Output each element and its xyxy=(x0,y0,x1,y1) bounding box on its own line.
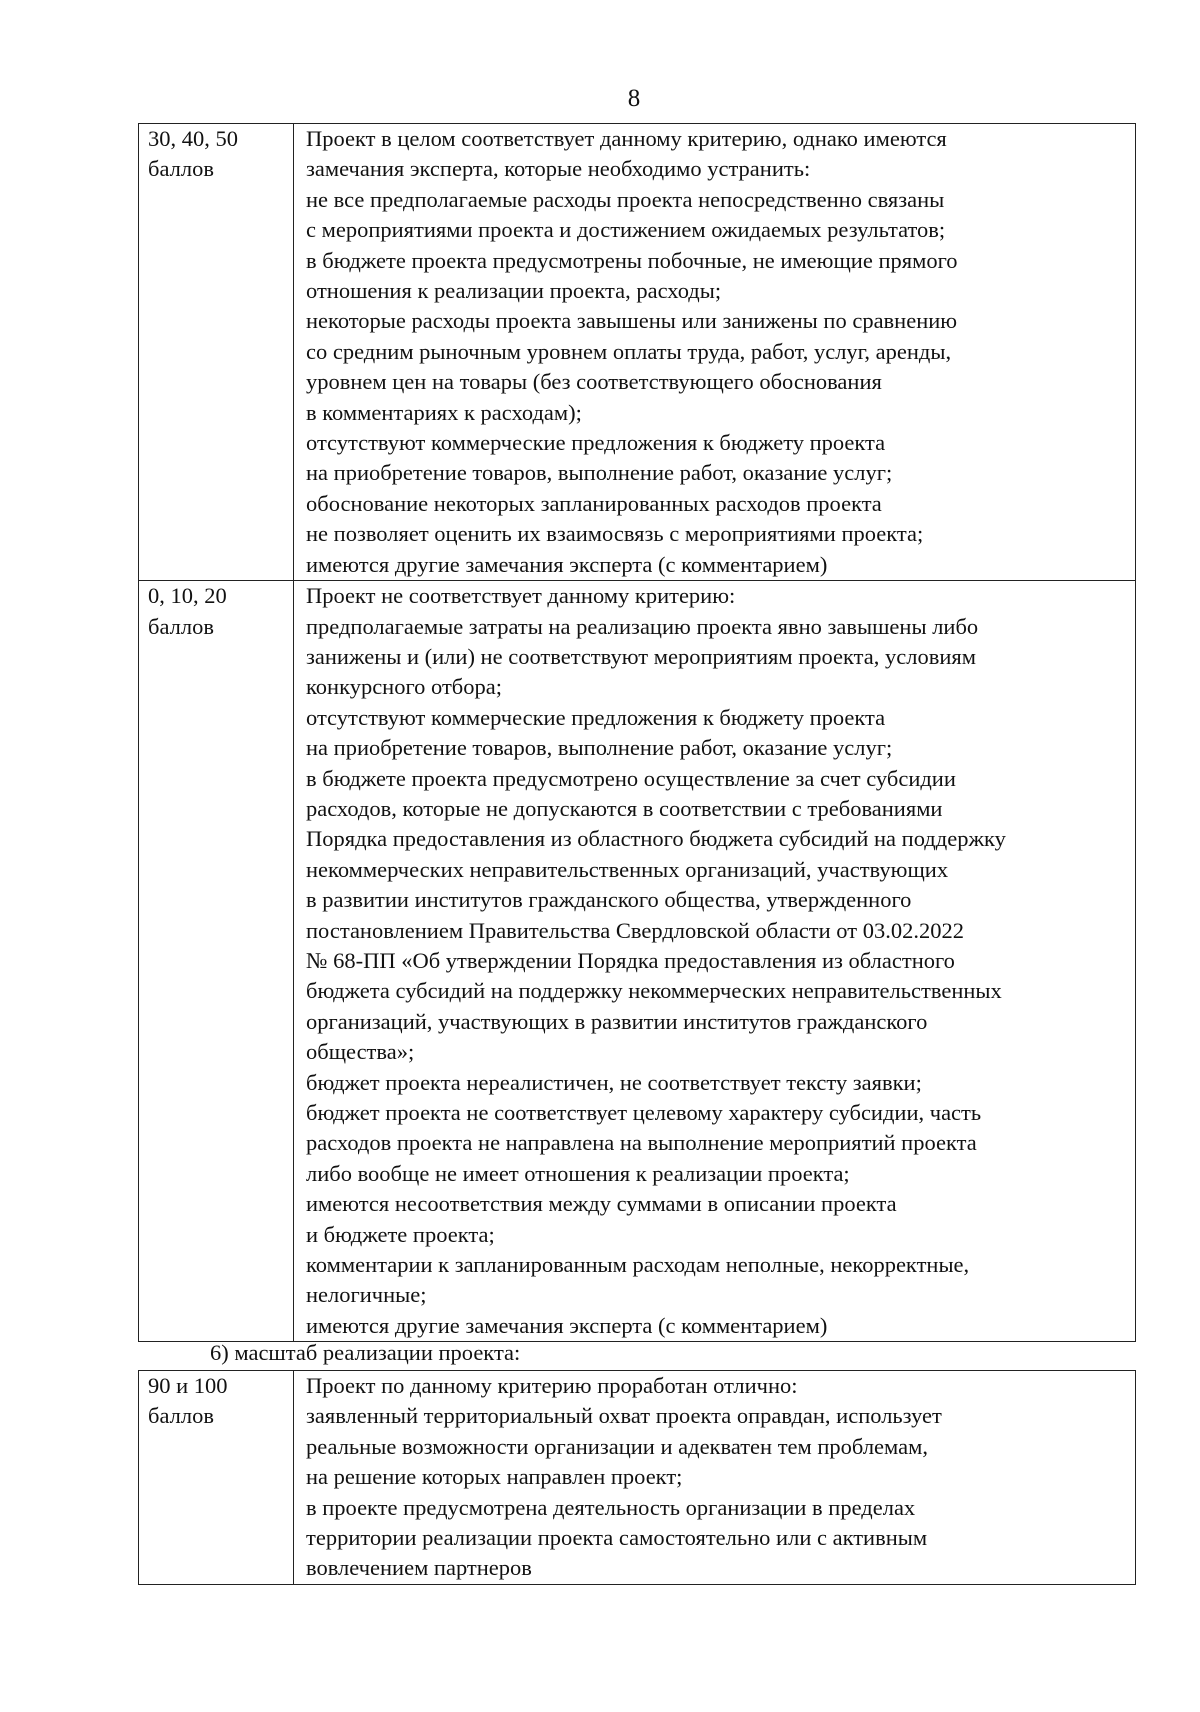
description-line: либо вообще не имеет отношения к реализации проекта; xyxy=(306,1160,850,1186)
page-number: 8 xyxy=(627,85,641,112)
description-line: занижены и (или) не соответствуют мероприятиям проекта, условиям xyxy=(306,643,976,669)
criteria-table-budget xyxy=(138,123,1136,1342)
description-line: общества»; xyxy=(306,1039,415,1065)
description-line: бюджет проекта нереалистичен, не соответствует тексту заявки; xyxy=(306,1069,922,1095)
description-line: в бюджете проекта предусмотрены побочные, не имеющие прямого xyxy=(306,247,958,273)
score-label: 90 и 100 xyxy=(148,1373,228,1398)
section-heading: 6) масштаб реализации проекта: xyxy=(210,1340,521,1365)
description-line: в проекте предусмотрена деятельность организации в пределах xyxy=(306,1494,916,1520)
score-label: баллов xyxy=(148,613,214,639)
description-line: Порядка предоставления из областного бюджета субсидий на поддержку xyxy=(306,826,1006,852)
description-line: не все предполагаемые расходы проекта непосредственно связаны xyxy=(306,186,945,212)
description-line: № 68-ПП «Об утверждении Порядка предоставления из областного xyxy=(306,947,955,973)
table-row xyxy=(139,1371,1136,1585)
score-cell xyxy=(139,581,294,1342)
description-line: заявленный территориальный охват проекта оправдан, использует xyxy=(306,1403,942,1429)
description-line: организаций, участвующих в развитии институтов гражданского xyxy=(306,1008,928,1034)
description-line: расходов проекта не направлена на выполнение мероприятий проекта xyxy=(306,1130,977,1156)
table-row xyxy=(139,581,1136,1342)
table-row xyxy=(139,124,1136,581)
description-line: расходов, которые не допускаются в соответствии с требованиями xyxy=(306,795,943,821)
description-line: бюджет проекта не соответствует целевому характеру субсидии, часть xyxy=(306,1100,982,1125)
description-line: в развитии институтов гражданского общества, утвержденного xyxy=(306,887,912,913)
description-line: некоммерческих неправительственных организаций, участвующих xyxy=(306,856,949,882)
score-cell xyxy=(139,124,294,581)
description-line: предполагаемые затраты на реализацию проекта явно завышены либо xyxy=(306,613,979,639)
criteria-table-scale xyxy=(138,1370,1136,1585)
description-cell xyxy=(294,581,1136,1342)
description-line: реальные возможности организации и адекватен тем проблемам, xyxy=(306,1433,928,1459)
description-line: нелогичные; xyxy=(306,1282,427,1308)
description-line: на приобретение товаров, выполнение работ, оказание услуг; xyxy=(306,735,893,761)
description-line: отсутствуют коммерческие предложения к бюджету проекта xyxy=(306,430,886,456)
description-line: в комментариях к расходам); xyxy=(306,399,582,425)
description-line: отношения к реализации проекта, расходы; xyxy=(306,278,722,304)
description-line: замечания эксперта, которые необходимо устранить: xyxy=(306,156,811,182)
description-line: имеются другие замечания эксперта (с комментарием) xyxy=(306,551,828,577)
description-line: некоторые расходы проекта завышены или занижены по сравнению xyxy=(306,308,958,334)
description-line: имеются другие замечания эксперта (с комментарием) xyxy=(306,1312,828,1338)
description-line: со средним рыночным уровнем оплаты труда, работ, услуг, аренды, xyxy=(306,338,952,364)
description-line: территории реализации проекта самостоятельно или с активным xyxy=(306,1525,928,1551)
description-line: комментарии к запланированным расходам неполные, некорректные, xyxy=(306,1252,970,1278)
score-label: баллов xyxy=(148,156,214,182)
description-cell xyxy=(294,124,1136,581)
description-line: отсутствуют коммерческие предложения к бюджету проекта xyxy=(306,704,886,730)
description-line: Проект не соответствует данному критерию: xyxy=(306,583,736,609)
description-line: на решение которых направлен проект; xyxy=(306,1464,683,1490)
description-line: не позволяет оценить их взаимосвязь с мероприятиями проекта; xyxy=(306,521,924,547)
description-line: вовлечением партнеров xyxy=(306,1555,532,1581)
description-line: имеются несоответствия между суммами в описании проекта xyxy=(306,1191,897,1217)
description-line: уровнем цен на товары (без соответствующего обоснования xyxy=(306,369,882,395)
description-line: на приобретение товаров, выполнение работ, оказание услуг; xyxy=(306,460,893,486)
description-line: и бюджете проекта; xyxy=(306,1221,495,1247)
description-line: в бюджете проекта предусмотрено осуществление за счет субсидии xyxy=(306,765,956,791)
score-label: 0, 10, 20 xyxy=(148,583,227,609)
description-cell xyxy=(294,1371,1136,1585)
description-line: Проект в целом соответствует данному критерию, однако имеются xyxy=(306,126,947,151)
score-label: баллов xyxy=(148,1403,214,1429)
score-label: 30, 40, 50 xyxy=(148,126,238,151)
description-line: Проект по данному критерию проработан отлично: xyxy=(306,1373,798,1398)
score-cell xyxy=(139,1371,294,1585)
description-line: с мероприятиями проекта и достижением ожидаемых результатов; xyxy=(306,217,946,243)
description-line: постановлением Правительства Свердловской области от 03.02.2022 xyxy=(306,917,964,943)
description-line: конкурсного отбора; xyxy=(306,674,502,700)
description-line: обоснование некоторых запланированных расходов проекта xyxy=(306,490,882,516)
description-line: бюджета субсидий на поддержку некоммерческих неправительственных xyxy=(306,978,1002,1004)
